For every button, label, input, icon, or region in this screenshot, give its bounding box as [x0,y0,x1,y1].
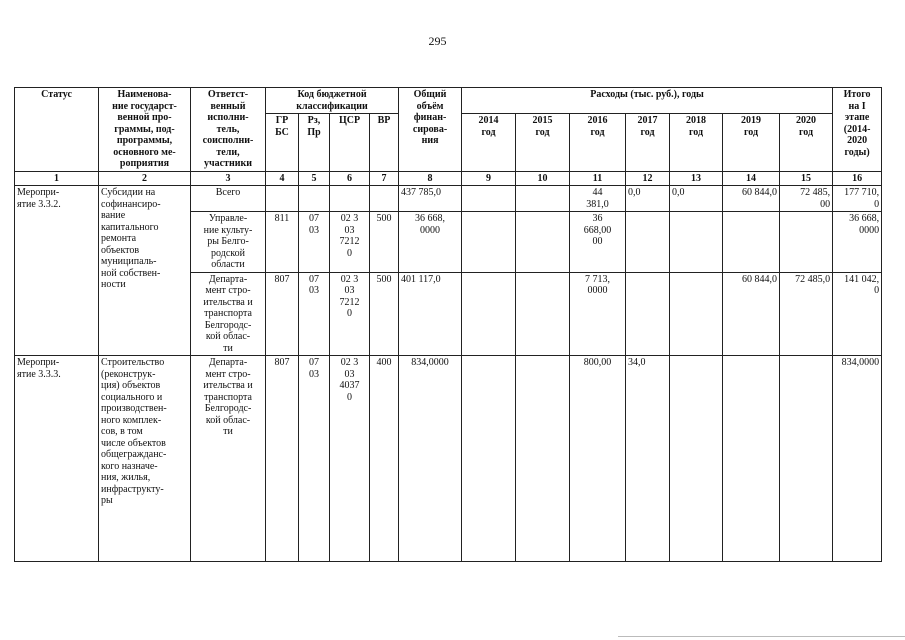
header-grbs: ГР БС [266,114,299,172]
column-number: 10 [516,171,570,186]
column-number: 14 [723,171,780,186]
total-cell: 401 117,0 [399,272,462,356]
column-number: 6 [330,171,370,186]
vr-cell: 400 [370,356,399,562]
vr-cell [370,186,399,212]
header-y2014: 2014 год [462,114,516,172]
header-y2020: 2020 год [780,114,833,172]
y2017-cell [626,272,670,356]
column-number: 8 [399,171,462,186]
header-executor: Ответст- венный исполни- тель, соисполни- тели, участники [191,88,266,172]
csr-cell: 02 3 03 4037 0 [330,356,370,562]
column-number: 12 [626,171,670,186]
column-number: 15 [780,171,833,186]
header-y2018: 2018 год [670,114,723,172]
y2019-cell: 60 844,0 [723,272,780,356]
header-y2016: 2016 год [570,114,626,172]
y2020-cell [780,212,833,273]
y2019-cell [723,212,780,273]
y2015-cell [516,356,570,562]
stage-total-cell: 834,0000 [833,356,882,562]
csr-cell: 02 3 03 7212 0 [330,272,370,356]
y2018-cell [670,212,723,273]
rzpr-cell [299,186,330,212]
header-y2019: 2019 год [723,114,780,172]
stage-total-cell: 177 710, 0 [833,186,882,212]
rzpr-cell: 07 03 [299,356,330,562]
column-number-row [15,171,882,186]
csr-cell [330,186,370,212]
vr-cell: 500 [370,212,399,273]
y2016-cell: 44 381,0 [570,186,626,212]
grbs-cell [266,186,299,212]
column-number: 3 [191,171,266,186]
y2015-cell [516,212,570,273]
stage-total-cell: 141 042, 0 [833,272,882,356]
page-number: 295 [428,34,447,48]
y2015-cell [516,186,570,212]
column-number: 5 [299,171,330,186]
header-row-1 [15,88,882,114]
y2017-cell: 0,0 [626,186,670,212]
column-number: 2 [99,171,191,186]
header-total-volume: Общий объём финан- сирова- ния [399,88,462,172]
column-number: 9 [462,171,516,186]
csr-cell: 02 3 03 7212 0 [330,212,370,273]
y2014-cell [462,186,516,212]
activity-name-cell: Субсидии на софинансиро- вание капитального ремонта объектов муниципаль- ной собствен- ности [99,186,191,356]
executor-cell: Всего [191,186,266,212]
rzpr-cell: 07 03 [299,212,330,273]
column-number: 13 [670,171,723,186]
executor-cell: Департа- мент стро- ительства и транспорта Белгородс- кой облас- ти [191,356,266,562]
y2018-cell [670,356,723,562]
y2020-cell [780,356,833,562]
y2014-cell [462,212,516,273]
table-row-3-3-2-total [15,186,882,212]
y2018-cell [670,272,723,356]
header-name: Наименова- ние государст- венной про- граммы, под- программы, основного ме- роприятия [99,88,191,172]
vr-cell: 500 [370,272,399,356]
column-number: 7 [370,171,399,186]
y2018-cell: 0,0 [670,186,723,212]
y2019-cell [723,356,780,562]
header-y2017: 2017 год [626,114,670,172]
y2017-cell [626,212,670,273]
grbs-cell: 811 [266,212,299,273]
y2016-cell: 7 713, 0000 [570,272,626,356]
header-expenses: Расходы (тыс. руб.), годы [462,88,833,114]
column-number: 1 [15,171,99,186]
y2015-cell [516,272,570,356]
executor-cell: Управле- ние культу- ры Белго- родской области [191,212,266,273]
scan-edge-line [618,636,905,637]
y2014-cell [462,356,516,562]
total-cell: 36 668, 0000 [399,212,462,273]
y2014-cell [462,272,516,356]
y2016-cell: 36 668,00 00 [570,212,626,273]
header-vr: ВР [370,114,399,172]
grbs-cell: 807 [266,356,299,562]
y2020-cell: 72 485,0 [780,272,833,356]
stage-total-cell: 36 668, 0000 [833,212,882,273]
y2017-cell: 34,0 [626,356,670,562]
y2016-cell: 800,00 [570,356,626,562]
activity-name-cell: Строительство (реконструк- ция) объектов социального и производствен- ного комплек- сов, в том числе объектов общегражданс- кого назначе- ния, жилья, инфраструкту- ры [99,356,191,562]
grbs-cell: 807 [266,272,299,356]
column-number: 16 [833,171,882,186]
header-y2015: 2015 год [516,114,570,172]
y2020-cell: 72 485, 00 [780,186,833,212]
y2019-cell: 60 844,0 [723,186,780,212]
status-cell: Меропри- ятие 3.3.3. [15,356,99,562]
table-row-3-3-3 [15,356,882,562]
header-csr: ЦСР [330,114,370,172]
total-cell: 437 785,0 [399,186,462,212]
status-cell: Меропри- ятие 3.3.2. [15,186,99,356]
total-cell: 834,0000 [399,356,462,562]
header-budget-code: Код бюджетной классификации [266,88,399,114]
column-number: 4 [266,171,299,186]
budget-table [14,87,882,562]
header-rzpr: Рз, Пр [299,114,330,172]
header-stage-total: Итого на I этапе (2014- 2020 годы) [833,88,882,172]
rzpr-cell: 07 03 [299,272,330,356]
column-number: 11 [570,171,626,186]
header-status: Статус [15,88,99,172]
executor-cell: Департа- мент стро- ительства и транспорта Белгородс- кой облас- ти [191,272,266,356]
